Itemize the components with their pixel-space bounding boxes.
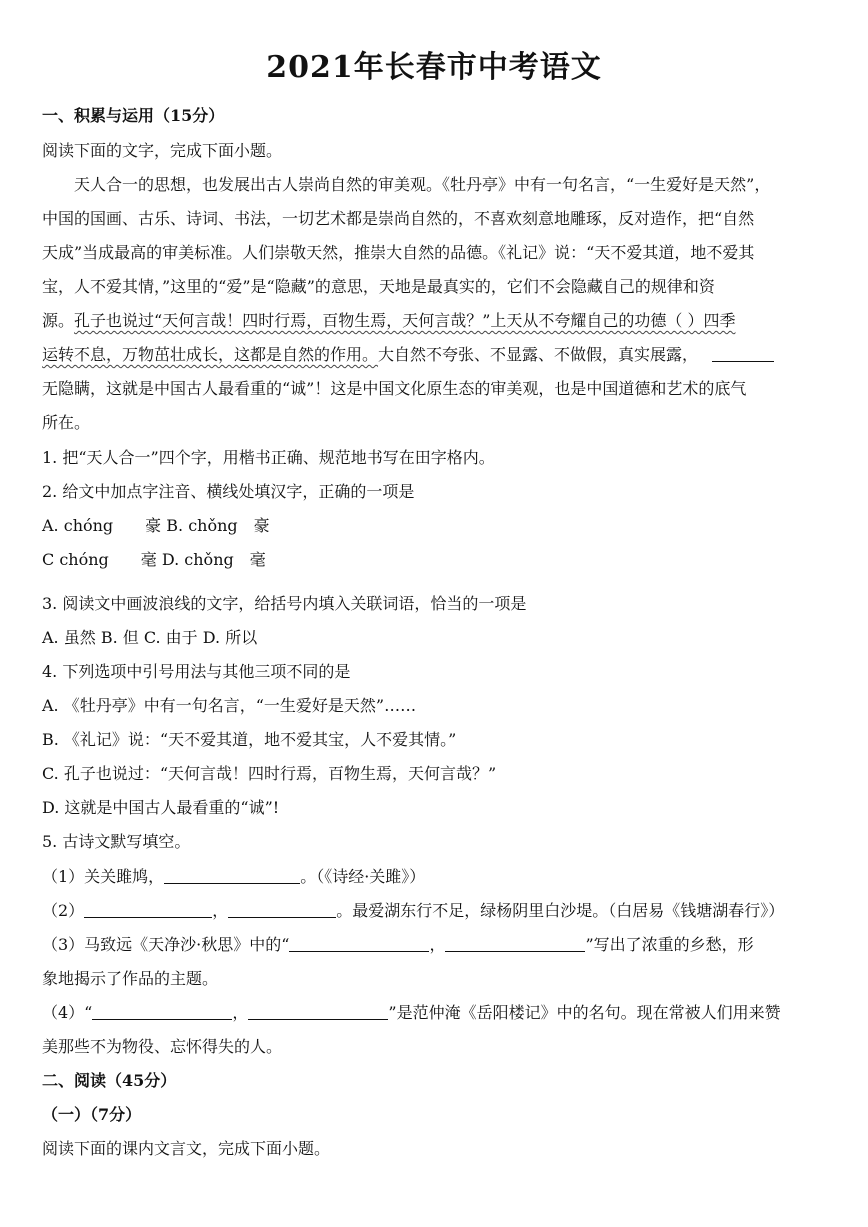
fill-blank[interactable] — [445, 935, 585, 952]
passage-line: 天人合一的思想，也发展出古人崇尚自然的审美观。《牡丹亭》中有一句名言，“一生爱好是天然”， — [42, 175, 771, 194]
fill-blank[interactable] — [289, 935, 429, 952]
question-5-3-cont: 象地揭示了作品的主题。 — [42, 969, 219, 988]
question-5-2: （2） ， 。最爱湖东行不足，绿杨阴里白沙堤。（白居易《钱塘湖春行》） — [42, 901, 785, 920]
section2-instruction: 阅读下面的课内文言文，完成下面小题。 — [42, 1139, 331, 1158]
passage-line: 宝，人不爱其情，”这里的“爱”是“隐藏”的意思，天地是最真实的，它们不会隐藏自己的规律和资 — [42, 277, 715, 296]
passage-line: 无隐瞒，这就是中国古人最看重的“诚”！这是中国文化原生态的审美观，也是中国道德和艺术的底气 — [42, 379, 747, 398]
question-4-option-c: C. 孔子也说过：“天何言哉！四时行焉，百物生焉，天何言哉？” — [42, 764, 497, 783]
wavy-underlined-text: 运转不息，万物茁壮成长，这都是自然的作用。 — [42, 345, 379, 364]
section2-heading: 二、阅读（45分） — [42, 1071, 177, 1090]
section2-subheading: （一）（7分） — [42, 1105, 142, 1124]
passage-line: 中国的国画、古乐、诗词、书法，一切艺术都是崇尚自然的，不喜欢刻意地雕琢，反对造作，把“自然 — [42, 209, 755, 228]
page-title: 2021年长春市中考语文 — [266, 50, 602, 85]
question-5: 5. 古诗文默写填空。 — [42, 832, 191, 851]
passage-line: 天成”当成最高的审美标准。人们崇敬天然，推崇大自然的品德。《礼记》说：“天不爱其道，地不爱其 — [42, 243, 755, 262]
fill-blank[interactable] — [92, 1003, 232, 1020]
question-5-1: （1）关关雎鸠， 。（《诗经·关雎》） — [42, 867, 426, 886]
question-4-option-b: B. 《礼记》说：“天不爱其道，地不爱其宝，人不爱其情。” — [42, 730, 457, 749]
passage-line: 源。孔子也说过“天何言哉！四时行焉，百物生焉，天何言哉？”上天从不夸耀自己的功德（ ）四季 — [42, 311, 736, 330]
question-5-4-cont: 美那些不为物役、忘怀得失的人。 — [42, 1037, 283, 1056]
question-3: 3. 阅读文中画波浪线的文字，给括号内填入关联词语，恰当的一项是 — [42, 594, 527, 613]
fill-blank[interactable] — [84, 901, 212, 918]
section1-heading: 一、积累与运用（15分） — [42, 106, 225, 125]
passage-line: 运转不息，万物茁壮成长，这都是自然的作用。大自然不夸张、不显露、不做假，真实展露， — [42, 345, 826, 365]
fill-blank[interactable] — [248, 1003, 388, 1020]
wavy-underlined-text: 孔子也说过“天何言哉！四时行焉，百物生焉，天何言哉？”上天从不夸耀自己的功德（ ）四季 — [74, 311, 736, 330]
fill-blank[interactable] — [164, 867, 300, 884]
fill-blank[interactable] — [712, 345, 774, 362]
question-1: 1. 把“天人合一”四个字，用楷书正确、规范地书写在田字格内。 — [42, 448, 495, 467]
section1-instruction: 阅读下面的文字，完成下面小题。 — [42, 141, 283, 160]
question-5-4: （4）“ ， ”是范仲淹《岳阳楼记》中的名句。现在常被人们用来赞 — [42, 1003, 781, 1022]
question-4-option-d: D. 这就是中国古人最看重的“诚”! — [42, 798, 280, 817]
question-4: 4. 下列选项中引号用法与其他三项不同的是 — [42, 662, 351, 681]
question-2-options-cd: C chóng 毫 D. chǒng 毫 — [42, 550, 266, 569]
fill-blank[interactable] — [228, 901, 336, 918]
question-2: 2. 给文中加点字注音、横线处填汉字，正确的一项是 — [42, 482, 415, 501]
question-3-options: A. 虽然 B. 但 C. 由于 D. 所以 — [42, 628, 258, 647]
passage-line: 所在。 — [42, 413, 91, 432]
question-4-option-a: A. 《牡丹亭》中有一句名言，“一生爱好是天然”…… — [42, 696, 417, 715]
question-2-options-ab: A. chóng 豪 B. chǒng 豪 — [42, 516, 270, 535]
question-5-3: （3）马致远《天净沙·秋思》中的“ ， ”写出了浓重的乡愁，形 — [42, 935, 754, 954]
